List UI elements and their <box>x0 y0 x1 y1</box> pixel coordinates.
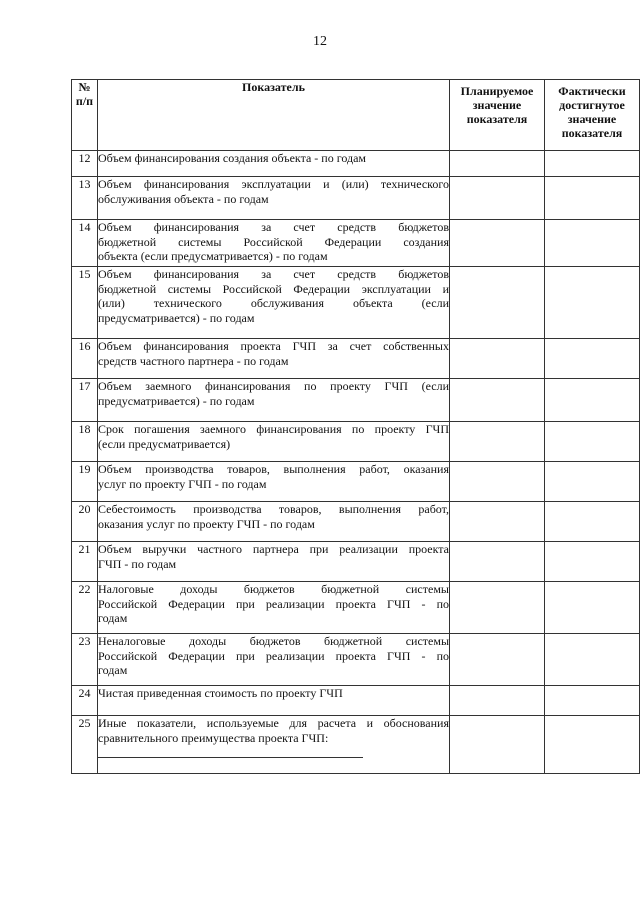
header-number-abbr: п/п <box>75 94 94 108</box>
indicator-cell <box>98 716 450 774</box>
indicator-text-line: Российской Федерации при реализации проекта ГЧП - по <box>98 648 449 663</box>
indicator-cell <box>98 379 450 422</box>
actual-value-cell <box>545 177 640 220</box>
table-row <box>72 502 640 542</box>
header-planned-value: Планируемое значение показателя <box>450 80 545 151</box>
indicator-cell <box>98 502 450 542</box>
indicator-cell <box>98 542 450 582</box>
indicator-text-line: Объем финансирования за счет средств бюджетов <box>98 220 449 234</box>
indicator-cell <box>98 177 450 220</box>
header-number-symbol: № <box>78 80 91 94</box>
indicator-text-line: Объем заемного финансирования по проекту ГЧП (если <box>98 379 449 393</box>
table-row <box>72 151 640 177</box>
table-row <box>72 634 640 686</box>
indicator-text-line: предусматривается) - по годам <box>98 393 255 408</box>
indicator-cell <box>98 220 450 267</box>
planned-value-cell <box>450 339 545 379</box>
planned-value-cell <box>450 542 545 582</box>
actual-value-cell <box>545 422 640 462</box>
actual-value-cell <box>545 686 640 716</box>
row-number: 24 <box>72 686 98 716</box>
actual-value-cell <box>545 339 640 379</box>
planned-value-cell <box>450 634 545 686</box>
actual-value-cell <box>545 267 640 339</box>
indicator-text-line: средств частного партнера - по годам <box>98 353 289 368</box>
indicator-text-line: Налоговые доходы бюджетов бюджетной системы <box>98 582 449 596</box>
planned-value-cell <box>450 686 545 716</box>
indicator-text-line: Себестоимость производства товаров, выполнения работ, <box>98 502 449 516</box>
indicator-text-line: оказания услуг по проекту ГЧП - по годам <box>98 516 315 531</box>
indicator-text-line: предусматривается) - по годам <box>98 310 255 325</box>
planned-value-cell <box>450 267 545 339</box>
row-number: 17 <box>72 379 98 422</box>
actual-value-cell <box>545 542 640 582</box>
indicator-cell <box>98 339 450 379</box>
row-number: 12 <box>72 151 98 177</box>
header-indicator: Показатель <box>98 80 450 151</box>
actual-value-cell <box>545 220 640 267</box>
table-row <box>72 462 640 502</box>
indicators-table <box>71 79 640 774</box>
indicator-text-line: услуг по проекту ГЧП - по годам <box>98 476 267 491</box>
row-number: 14 <box>72 220 98 267</box>
indicator-text-line: Объем финансирования проекта ГЧП за счет собственных <box>98 339 449 353</box>
table-row <box>72 716 640 774</box>
indicator-text-line: Российской Федерации при реализации проекта ГЧП - по <box>98 596 449 611</box>
planned-value-cell <box>450 177 545 220</box>
table-header-row <box>72 80 640 151</box>
indicator-text-line: Объем финансирования за счет средств бюджетов <box>98 267 449 281</box>
indicator-text-line: бюджетной системы Российской Федерации создания <box>98 234 449 249</box>
indicator-text-line: объекта (если предусматривается) - по годам <box>98 249 328 263</box>
table-row <box>72 177 640 220</box>
planned-value-cell <box>450 462 545 502</box>
row-number: 15 <box>72 267 98 339</box>
header-actual-value: Фактически достигнутое значение показателя <box>545 80 640 151</box>
table-row <box>72 542 640 582</box>
indicator-text-line: (или) технического обслуживания объекта (если <box>98 296 449 310</box>
row-number: 19 <box>72 462 98 502</box>
planned-value-cell <box>450 151 545 177</box>
row-number: 21 <box>72 542 98 582</box>
indicator-cell <box>98 422 450 462</box>
actual-value-cell <box>545 502 640 542</box>
planned-value-cell <box>450 422 545 462</box>
table-row <box>72 379 640 422</box>
actual-value-cell <box>545 634 640 686</box>
row-number: 16 <box>72 339 98 379</box>
table-row <box>72 267 640 339</box>
indicator-text-line: Объем финансирования создания объекта - по годам <box>98 151 367 165</box>
table-row <box>72 339 640 379</box>
indicator-text-line: бюджетной системы Российской Федерации эксплуатации и <box>98 281 449 296</box>
planned-value-cell <box>450 379 545 422</box>
indicator-text-line: Объем финансирования эксплуатации и (или) технического <box>98 177 449 191</box>
indicator-text-line: Иные показатели, используемые для расчета и обоснования <box>98 716 449 730</box>
row-number: 22 <box>72 582 98 634</box>
row-number: 23 <box>72 634 98 686</box>
table-row <box>72 220 640 267</box>
planned-value-cell <box>450 716 545 774</box>
indicator-text-line: Неналоговые доходы бюджетов бюджетной системы <box>98 634 449 648</box>
indicator-cell <box>98 462 450 502</box>
indicator-cell <box>98 582 450 634</box>
actual-value-cell <box>545 582 640 634</box>
indicator-text-line: сравнительного преимущества проекта ГЧП: <box>98 730 329 745</box>
row-number: 20 <box>72 502 98 542</box>
header-number <box>72 80 98 151</box>
indicator-text-line: Срок погашения заемного финансирования по проекту ГЧП <box>98 422 449 436</box>
actual-value-cell <box>545 151 640 177</box>
fill-in-blank-line <box>98 747 363 758</box>
indicator-text-line: Объем производства товаров, выполнения работ, оказания <box>98 462 449 476</box>
indicator-text-line: Чистая приведенная стоимость по проекту ГЧП <box>98 686 343 700</box>
table-row <box>72 582 640 634</box>
indicator-text-line: обслуживания объекта - по годам <box>98 191 269 206</box>
indicator-text-line: годам <box>98 611 128 625</box>
planned-value-cell <box>450 502 545 542</box>
indicator-cell <box>98 267 450 339</box>
row-number: 13 <box>72 177 98 220</box>
indicator-cell <box>98 151 450 177</box>
indicator-text-line: (если предусматривается) <box>98 436 231 451</box>
table-row <box>72 686 640 716</box>
indicator-text-line: Объем выручки частного партнера при реализации проекта <box>98 542 449 556</box>
indicator-text-line: годам <box>98 663 128 677</box>
indicator-text-line: ГЧП - по годам <box>98 556 177 571</box>
actual-value-cell <box>545 716 640 774</box>
row-number: 18 <box>72 422 98 462</box>
page-number: 12 <box>313 34 327 49</box>
table-body <box>72 151 640 774</box>
planned-value-cell <box>450 220 545 267</box>
indicator-cell <box>98 634 450 686</box>
row-number: 25 <box>72 716 98 774</box>
table-row <box>72 422 640 462</box>
indicator-cell <box>98 686 450 716</box>
actual-value-cell <box>545 379 640 422</box>
actual-value-cell <box>545 462 640 502</box>
planned-value-cell <box>450 582 545 634</box>
